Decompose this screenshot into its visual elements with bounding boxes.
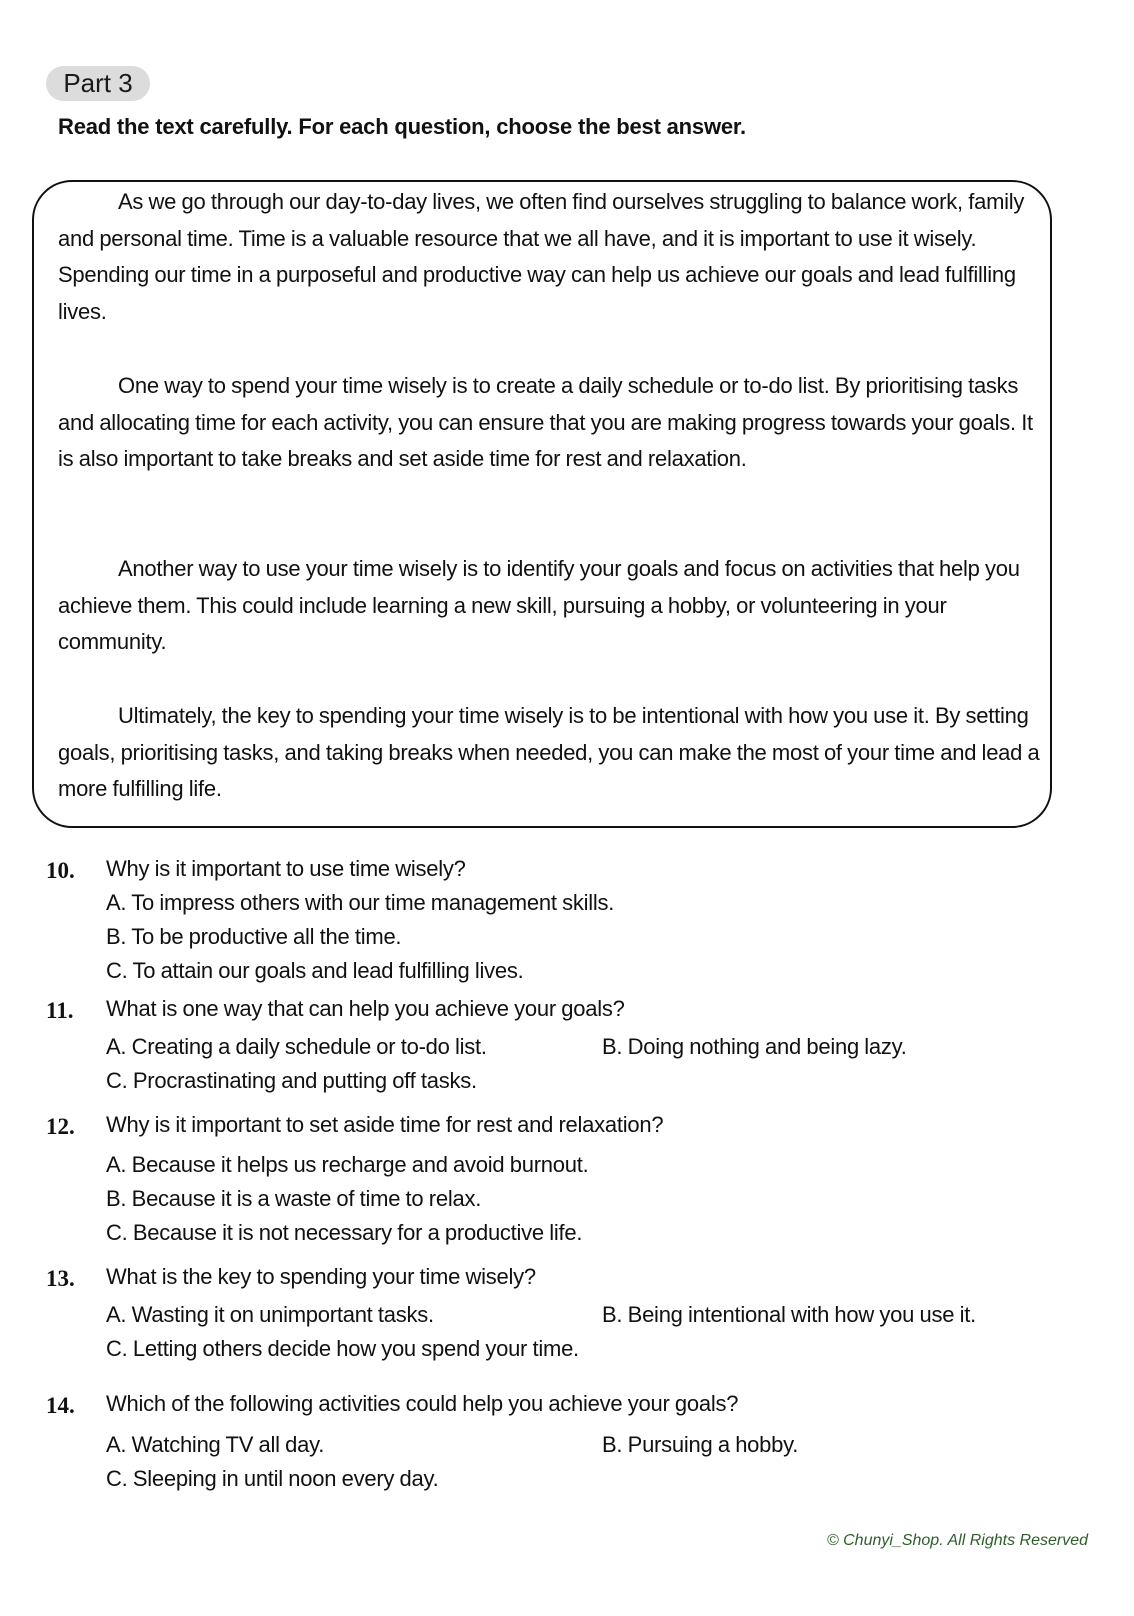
question-text: Why is it important to set aside time for rest and relaxation?	[106, 1112, 664, 1137]
answer-option-b[interactable]: B. Pursuing a hobby.	[602, 1432, 799, 1457]
answer-option-b[interactable]: B. To be productive all the time.	[106, 924, 402, 949]
question-number: 12.	[46, 1114, 75, 1139]
question-number: 14.	[46, 1393, 75, 1418]
passage-paragraph-2: One way to spend your time wisely is to create a daily schedule or to-do list. By prioritising tasks and allocating time for each activity, you can ensure that you are making progress towards your goals. It is also important to take breaks and set aside time for rest and relaxation.	[58, 373, 1033, 472]
answer-option-b[interactable]: B. Being intentional with how you use it.	[602, 1302, 976, 1327]
answer-option-a[interactable]: A. To impress others with our time management skills.	[106, 890, 615, 915]
answer-option-a[interactable]: A. Because it helps us recharge and avoid burnout.	[106, 1152, 589, 1177]
question-number: 13.	[46, 1266, 75, 1291]
passage-paragraph-3: Another way to use your time wisely is to identify your goals and focus on activities that help you achieve them. This could include learning a new skill, pursuing a hobby, or volunteering in your community.	[58, 556, 1020, 655]
answer-option-a[interactable]: A. Creating a daily schedule or to-do list.	[106, 1034, 487, 1059]
question-number: 11.	[46, 998, 74, 1023]
answer-option-c[interactable]: C. Letting others decide how you spend your time.	[106, 1336, 579, 1361]
passage-paragraph-1: As we go through our day-to-day lives, we often find ourselves struggling to balance work, family and personal time. Time is a valuable resource that we all have, and it is important to use it wisely. Spending our time in a purposeful and productive way can help us achieve our goals and lead fulfilling lives.	[58, 189, 1025, 325]
part-label-badge: Part 3	[46, 66, 150, 101]
question-number: 10.	[46, 858, 75, 883]
answer-option-a[interactable]: A. Wasting it on unimportant tasks.	[106, 1302, 434, 1327]
answer-option-b[interactable]: B. Doing nothing and being lazy.	[602, 1034, 907, 1059]
question-text: Why is it important to use time wisely?	[106, 856, 466, 881]
passage-paragraph-4: Ultimately, the key to spending your time wisely is to be intentional with how you use it. By setting goals, prioritising tasks, and taking breaks when needed, you can make the most of your time and lead a more fulfilling life.	[58, 703, 1040, 802]
question-text: What is the key to spending your time wisely?	[106, 1264, 536, 1289]
answer-option-c[interactable]: C. Sleeping in until noon every day.	[106, 1466, 439, 1491]
instructions-heading: Read the text carefully. For each question, choose the best answer.	[58, 114, 746, 139]
answer-option-b[interactable]: B. Because it is a waste of time to relax.	[106, 1186, 482, 1211]
question-text: What is one way that can help you achieve your goals?	[106, 996, 625, 1021]
copyright-footer: © Chunyi_Shop. All Rights Reserved	[826, 1532, 1088, 1549]
answer-option-c[interactable]: C. To attain our goals and lead fulfilling lives.	[106, 958, 524, 983]
question-text: Which of the following activities could help you achieve your goals?	[106, 1391, 739, 1416]
answer-option-c[interactable]: C. Because it is not necessary for a productive life.	[106, 1220, 583, 1245]
answer-option-a[interactable]: A. Watching TV all day.	[106, 1432, 325, 1457]
answer-option-c[interactable]: C. Procrastinating and putting off tasks.	[106, 1068, 477, 1093]
